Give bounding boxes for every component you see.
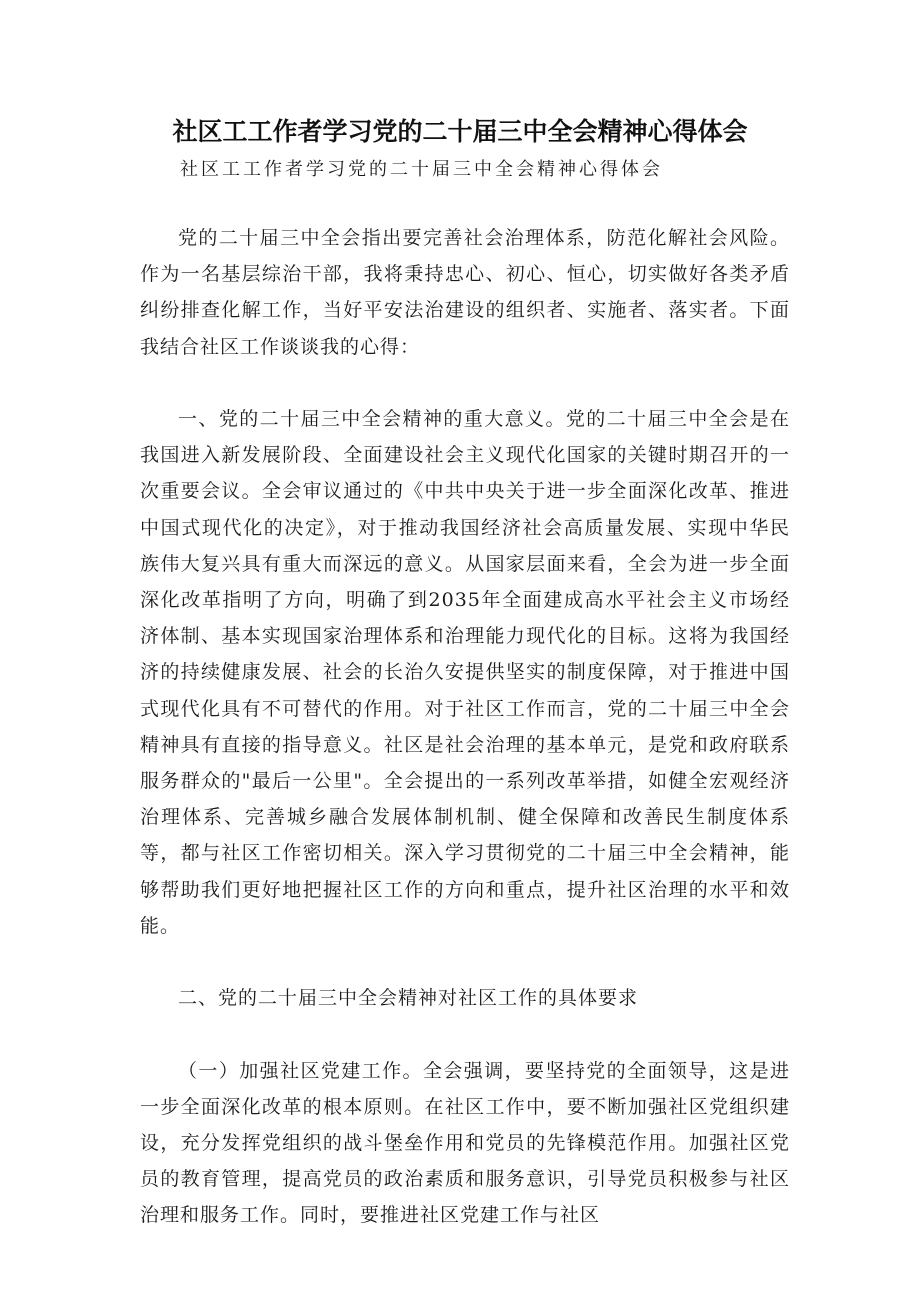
paragraph-section-one: 一、党的二十届三中全会精神的重大意义。党的二十届三中全会是在我国进入新发展阶段、全面建设社会主义现代化国家的关键时期召开的一次重要会议。全会审议通过的《中共中央关于进一步全面深化改革、推进中国式现代化的决定》，对于推动我国经济社会高质量发展、实现中华民族伟大复兴具有重大而深远的意义。从国家层面来看，全会为进一步全面深化改革指明了方向，明确了到2035年全面建成高水平社会主义市场经济体制、基本实现国家治理体系和治理能力现代化的目标。这将为我国经济的持续健康发展、社会的长治久安提供坚实的制度保障，对于推进中国式现代化具有不可替代的作用。对于社区工作而言，党的二十届三中全会精神具有直接的指导意义。社区是社会治理的基本单元，是党和政府联系服务群众的"最后一公里"。全会提出的一系列改革举措，如健全宏观经济治理体系、完善城乡融合发展体制机制、健全保障和改善民生制度体系等，都与社区工作密切相关。深入学习贯彻党的二十届三中全会精神，能够帮助我们更好地把握社区工作的方向和重点，提升社区治理的水平和效能。: [140, 408, 790, 937]
paragraph-section-two-item-one: （一）加强社区党建工作。全会强调，要坚持党的全面领导，这是进一步全面深化改革的根本原则。在社区工作中，要不断加强社区党组织建设，充分发挥党组织的战斗堡垒作用和党员的先锋模范作用。加强社区党员的教育管理，提高党员的政治素质和服务意识，引导党员积极参与社区治理和服务工作。同时，要推进社区党建工作与社区: [140, 1059, 790, 1227]
document-subtitle: 社区工工作者学习党的二十届三中全会精神心得体会: [180, 159, 663, 180]
section-two-heading: 二、党的二十届三中全会精神对社区工作的具体要求: [178, 987, 639, 1010]
paragraph-intro: 党的二十届三中全会指出要完善社会治理体系，防范化解社会风险。作为一名基层综治干部，我将秉持忠心、初心、恒心，切实做好各类矛盾纠纷排查化解工作，当好平安法治建设的组织者、实施者、落实者。下面我结合社区工作谈谈我的心得：: [140, 227, 790, 358]
document-body: [140, 220, 790, 1270]
document-title: 社区工工作者学习党的二十届三中全会精神心得体会: [172, 117, 748, 146]
